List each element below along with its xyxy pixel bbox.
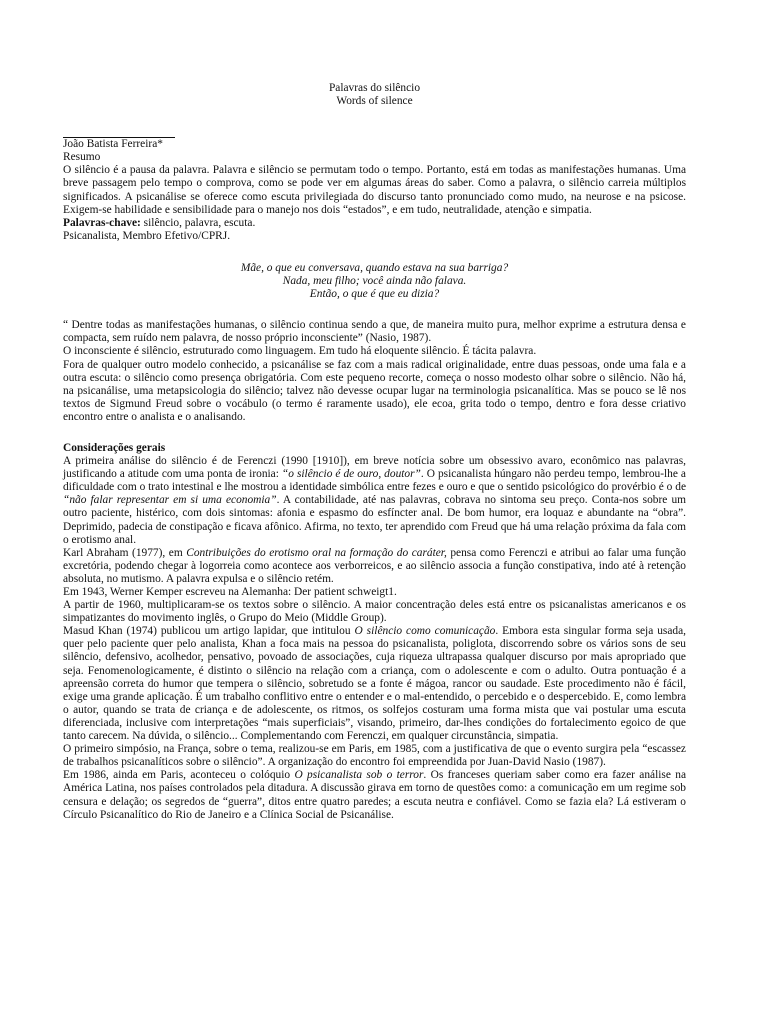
intro-paragraph: O inconsciente é silêncio, estruturado como linguagem. Em tudo há eloquente silêncio. É tácita palavra. — [63, 345, 537, 358]
text-run: . Embora esta singular forma seja usada, quer pelo paciente quer pelo analista, Khan a foca mais na pessoa do psicanalista, poliglota, discorrendo sobre os vários sons de seu silêncio, defensivo, acolhedor, pensativo, povoado de associações, cuja riqueza ultrapassa qualquer discurso por mais apropriado que seja. Fenomenologicamente, é distinto o silêncio na relação com a criança, com o adolescente e com o adulto. Outra pontuação é a apreensão correta do humor que tempera o silêncio, sobretudo se a fonte é mágoa, rancor ou saudade. Este procedimento não é fácil, exige uma grande aplicação. É um trabalho conflitivo entre o entender e o mal-entendido, o percebido e o despercebido. E, como lembra o autor, quando se trata de criança e de adolescente, os ritmos, os solfejos costuram uma forma mista que vai postular uma escuta diferenciada, inclusive com interpretações “mais superficiais”, visando, primeiro, dar-lhes condições do fortalecimento egoico de que tanto carecem. Na dúvida, o silêncio... Complementando com Ferenczi, em qualquer circunstância, simpatia. — [63, 625, 686, 743]
body-paragraph — [63, 769, 686, 821]
body-paragraph: A partir de 1960, multiplicaram-se os textos sobre o silêncio. A maior concentração deles está entre os psicanalistas americanos e os simpatizantes do movimento inglês, o Grupo do Meio (Middle Group). — [63, 599, 686, 625]
text-run: . A contabilidade, até nas palavras, cobrava no sintoma seu preço. Conta-nos sobre um outro paciente, histérico, com dois sintomas: afonia e espasmo do esfíncter anal. De bom humor, era loquaz e abundante na “obra”. Deprimido, padecia de constipação e ficava afônico. Afirma, no texto, ter aprendido com Freud que há uma relação próxima da fala com o erotismo anal. — [63, 494, 686, 546]
body-paragraph — [63, 547, 686, 586]
italic-title: O silêncio como comunicação — [354, 625, 496, 638]
text-run: . O psicanalista húngaro não perdeu tempo, lembrou-lhe a dificuldade com o trato intestinal e lhe mostrou a identidade simbólica entre fezes e ouro e que o sentido psicológico do provérbio é o de — [63, 468, 686, 494]
section-heading: Considerações gerais — [63, 441, 166, 454]
epigraph-line: Nada, meu filho; você ainda não falava. — [282, 275, 467, 288]
keywords-line — [63, 217, 686, 230]
abstract-text: O silêncio é a pausa da palavra. Palavra e silêncio se permutam todo o tempo. Portanto, está em todas as manifestações humanas. Uma breve passagem pelo tempo o comprova, como se pode ver em algumas áreas do saber. Como a palavra, o silêncio carreia múltiplos significados. A psicanálise se oferece como escuta privilegiada do discurso tanto pronunciado como mudo, na neurose e na psicose. Exigem-se habilidade e sensibilidade para o manejo nos dois “estados”, e em tudo, neutralidade, atenção e simpatia. — [63, 164, 686, 216]
italic-title: O psicanalista sob o terror — [294, 769, 424, 782]
body-paragraph: O primeiro simpósio, na França, sobre o tema, realizou-se em Paris, em 1985, com a justificativa de que o evento surgira pela “escassez de trabalhos psicanalíticos sobre o silêncio”. A organização do encontro foi empreendida por Juan-David Nasio (1987). — [63, 743, 686, 769]
text-run: pensa como Ferenczi e atribui ao falar uma função excretória, podendo chegar à logorreia como acontece aos verborreicos, e ao silêncio associa a função constipativa, indo até à retenção absoluta, no mutismo. A palavra expulsa e o silêncio retém. — [63, 546, 686, 585]
document-page — [63, 82, 686, 822]
text-run: . Os franceses queriam saber como era fazer análise na América Latina, nos países controlados pela ditadura. A discussão girava em torno de questões como: a comunicação em um regime sob censura e delação; os segredos de “guerra”, ditos entre quatro paredes; a escuta neutra e confiável. Como se fazia ela? Lá estiveram o Círculo Psicanalítico do Rio de Janeiro e a Clínica Social de Psicanálise. — [63, 769, 687, 821]
epigraph — [63, 262, 686, 301]
body-paragraph: Em 1943, Werner Kemper escreveu na Alemanha: Der patient schweigt1. — [63, 586, 397, 598]
text-run: Karl Abraham (1977), em — [63, 546, 187, 559]
body-paragraph — [63, 455, 686, 547]
document-title-english: Words of silence — [336, 95, 413, 108]
document-title: Palavras do silêncio — [328, 82, 421, 94]
author-name: João Batista Ferreira* — [63, 138, 163, 151]
italic-quote: “não falar representar em si uma economia” — [63, 494, 277, 507]
intro-paragraph: “ Dentre todas as manifestações humanas, o silêncio continua sendo a que, de maneira muito pura, melhor exprime a estrutura densa e compacta, sem ruído nem palavra, de nosso próprio inconsciente” (Nasio, 1987). — [63, 319, 686, 345]
keywords-label: Palavras-chave: — [63, 216, 141, 229]
body-paragraph — [63, 625, 686, 743]
text-run: Masud Khan (1974) publicou um artigo lapidar, que intitulou — [63, 625, 355, 638]
italic-quote: “o silêncio é de ouro, doutor” — [281, 468, 421, 481]
intro-paragraph: Fora de qualquer outro modelo conhecido, a psicanálise se faz com a mais radical originalidade, entre duas pessoas, onde uma fala e a outra escuta: o silêncio como presença obrigatória. Com este pequeno recorte, começa o nosso modesto olhar sobre o silêncio. Não há, na psicanálise, uma metapsicologia do silêncio; talvez não devesse ocupar lugar na terminologia psicanalítica. Mas se pouco se lê nos textos de Sigmund Freud sobre o vocábulo (o termo é raramente usado), ele ecoa, grita todo o tempo, dentro e fora desse criativo encontro entre o analista e o analisando. — [63, 358, 686, 423]
introduction — [63, 319, 686, 424]
epigraph-line: Mãe, o que eu conversava, quando estava na sua barriga? — [240, 261, 509, 274]
abstract-heading: Resumo — [63, 151, 101, 164]
text-run: A primeira análise do silêncio é de Ferenczi (1990 [1910]), em breve notícia sobre um obsessivo avaro, econômico nas palavras, justificando a atitude com uma ponta de ironia: — [63, 455, 686, 481]
keywords-text: silêncio, palavra, escuta. — [140, 216, 256, 229]
text-run: Em 1986, ainda em Paris, aconteceu o colóquio — [63, 769, 295, 782]
italic-title: Contribuições do erotismo oral na formação do caráter, — [186, 546, 447, 559]
epigraph-line: Então, o que é que eu dizia? — [309, 288, 440, 301]
author-affiliation: Psicanalista, Membro Efetivo/CPRJ. — [63, 229, 231, 242]
